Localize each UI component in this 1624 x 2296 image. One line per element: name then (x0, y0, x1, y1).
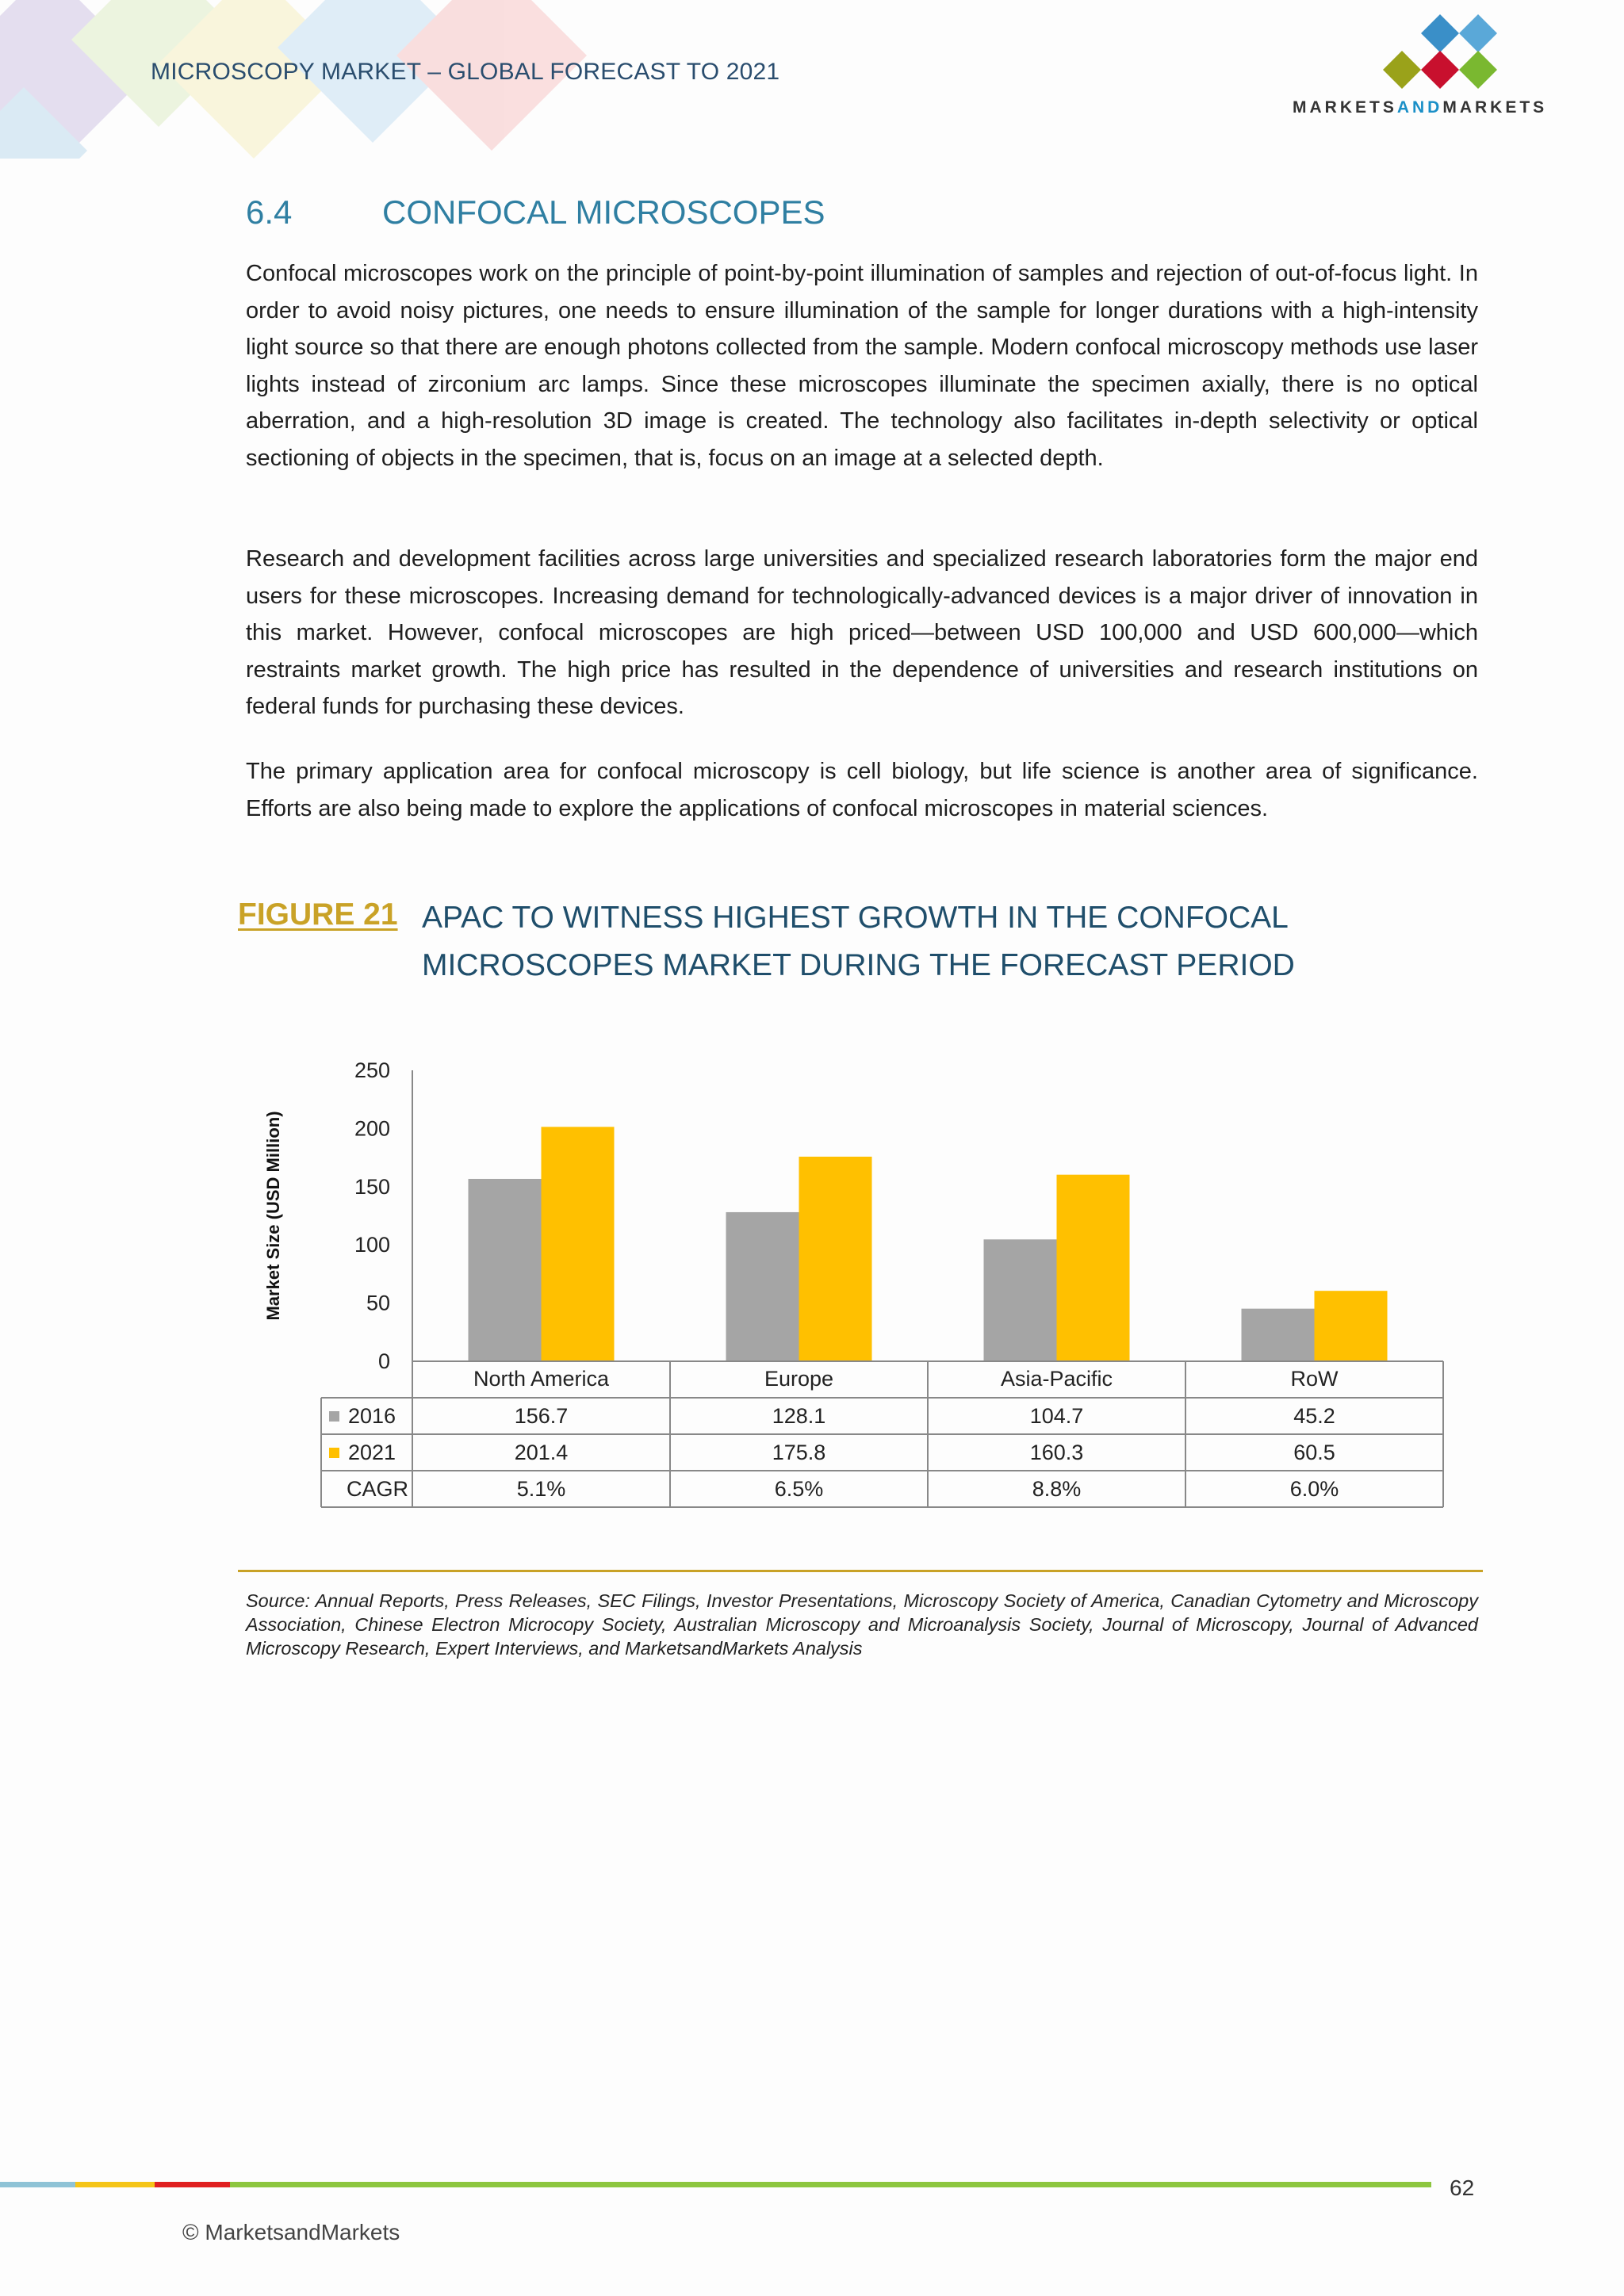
copyright: © MarketsandMarkets (182, 2220, 400, 2244)
data-label-2021-0: 201.4 (514, 1441, 569, 1464)
data-label-2021-1: 175.8 (772, 1441, 826, 1464)
data-label-2021-3: 60.5 (1293, 1441, 1335, 1464)
bar-2021-europe (799, 1157, 872, 1361)
data-label-2021-2: 160.3 (1029, 1441, 1084, 1464)
bar-2021-north-america (542, 1127, 615, 1361)
data-label-2016-0: 156.7 (514, 1404, 569, 1428)
page-number: 62 (1450, 2175, 1475, 2200)
bar-2016-europe (726, 1212, 799, 1361)
footer-bar-red (155, 2182, 230, 2187)
figure-title: APAC TO WITNESS HIGHEST GROWTH IN THE CONFOCAL MICROSCOPES MARKET DURING THE FORECAST PERIOD (422, 901, 1295, 982)
data-label-cagr-0: 5.1% (516, 1477, 566, 1501)
bar-chart (222, 1015, 1491, 1522)
row-label-cagr: CAGR (347, 1477, 409, 1501)
bar-2021-asia-pacific (1057, 1175, 1130, 1361)
data-label-cagr-2: 8.8% (1032, 1477, 1082, 1501)
section-number: 6.4 (246, 193, 293, 231)
figure-source: Source: Annual Reports, Press Releases, SEC Filings, Investor Presentations, Microscopy Society of America, Canadian Cytometry and Microscopy Association, Chinese Electron Microcopy Society, Australian Microscopy and Microanalysis Society, Journal of Microscopy, Journal of Advanced Microscopy Research, Expert Interviews, and MarketsandMarkets Analysis (246, 1590, 1478, 1659)
section-title: CONFOCAL MICROSCOPES (382, 193, 825, 231)
logo-wordmark: MARKETSANDMARKETS (1293, 98, 1548, 117)
report-header-title: MICROSCOPY MARKET – GLOBAL FORECAST TO 2021 (151, 59, 780, 85)
y-tick-label-2: 100 (354, 1233, 390, 1257)
logo-diamond-blue (1421, 14, 1459, 52)
paragraph-1: Confocal microscopes work on the principle of point-by-point illumination of samples and rejection of out-of-focus light. In order to avoid noisy pictures, one needs to ensure illumination of the sample for longer durations with a high-intensity light source so that there are enough photons collected from the sample. Modern confocal microscopy methods use laser lights instead of zirconium arc lamps. Since these microscopes illuminate the specimen axially, there is no optical aberration, and a high-resolution 3D image is created. The technology also facilitates in-depth selectivity or optical sectioning of objects in the specimen, that is, focus on an image at a selected depth. (246, 261, 1478, 471)
footer-bar-yellow (75, 2182, 155, 2187)
data-label-2016-3: 45.2 (1293, 1404, 1335, 1428)
bar-2016-north-america (469, 1179, 542, 1361)
figure-divider (238, 1570, 1483, 1572)
footer-bar-blue (0, 2182, 75, 2187)
y-axis-title: Market Size (USD Million) (263, 1111, 283, 1321)
logo-diamond-red (1421, 51, 1459, 89)
y-tick-label-0: 0 (377, 1349, 390, 1373)
legend-marker-2016 (329, 1411, 339, 1422)
paragraph-3: The primary application area for confocal microscopy is cell biology, but life science is another area of significance. Efforts are also being made to explore the applications of confocal microscopes in material sciences. (246, 759, 1478, 821)
category-label-2: Asia-Pacific (1000, 1367, 1113, 1391)
row-label-2016: 2016 (348, 1404, 396, 1428)
bar-2021-row (1315, 1291, 1388, 1361)
category-label-3: RoW (1290, 1367, 1339, 1391)
y-tick-label-4: 200 (354, 1116, 390, 1141)
data-label-cagr-1: 6.5% (774, 1477, 824, 1501)
logo-diamond-blue-2 (1459, 14, 1497, 52)
y-tick-label-3: 150 (354, 1174, 390, 1199)
category-label-0: North America (473, 1367, 610, 1391)
paragraph-2: Research and development facilities across large universities and specialized research laboratories form the major end users for these microscopes. Increasing demand for technologically-advanced devices is a major driver of innovation in this market. However, confocal microscopes are high priced—between USD 100,000 and USD 600,000—which restraints market growth. The high price has resulted in the dependence of universities and research institutions on federal funds for purchasing these devices. (246, 546, 1478, 720)
logo-diamond-green (1459, 51, 1497, 89)
footer-bar-green (230, 2182, 1431, 2187)
y-tick-label-1: 50 (366, 1291, 390, 1315)
figure-label: FIGURE 21 (238, 897, 398, 932)
bar-2016-asia-pacific (984, 1239, 1057, 1361)
logo-diamond-olive (1383, 51, 1421, 89)
bar-2016-row (1242, 1309, 1315, 1361)
data-label-2016-1: 128.1 (772, 1404, 826, 1428)
y-tick-label-5: 250 (354, 1058, 390, 1082)
data-label-cagr-3: 6.0% (1289, 1477, 1339, 1501)
marketsandmarkets-logo (1361, 14, 1519, 94)
legend-marker-2021 (329, 1448, 339, 1458)
category-label-1: Europe (764, 1367, 834, 1391)
row-label-2021: 2021 (348, 1441, 396, 1464)
data-label-2016-2: 104.7 (1029, 1404, 1084, 1428)
